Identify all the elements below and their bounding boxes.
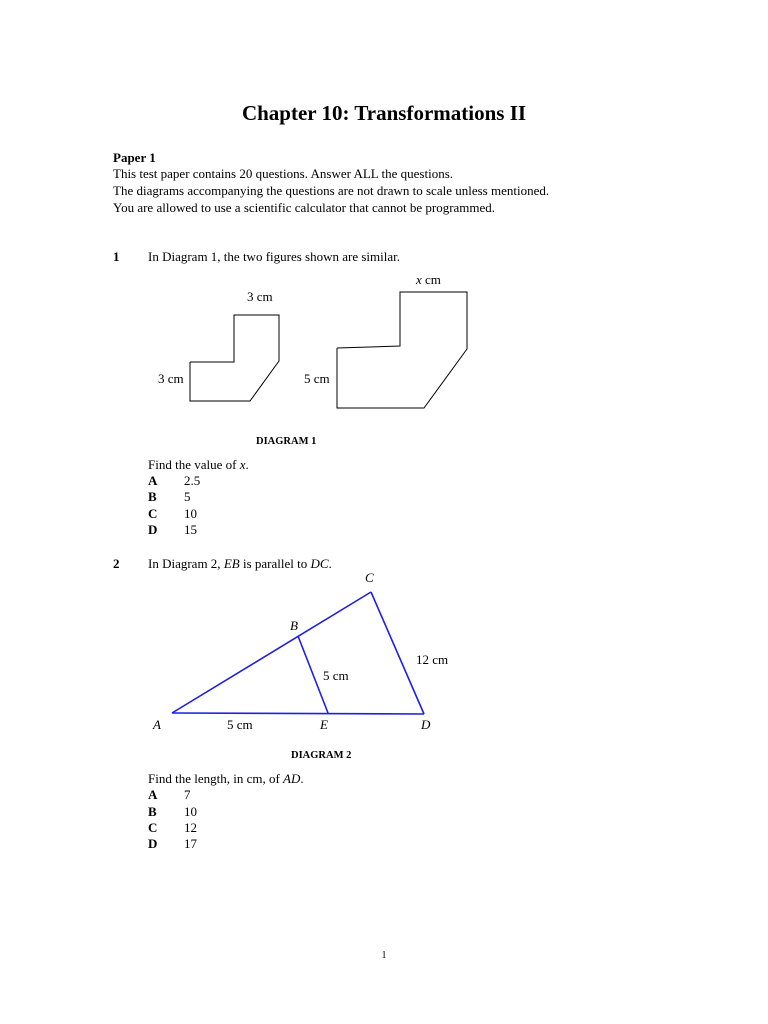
segment-ad xyxy=(172,713,424,714)
label-b: B xyxy=(290,618,298,633)
large-left-label: 5 cm xyxy=(304,371,330,386)
q1-option-d-letter: D xyxy=(148,522,158,537)
q1-option-d-value: 15 xyxy=(184,522,197,537)
label-a: A xyxy=(153,717,161,732)
q1-option-c-letter: C xyxy=(148,506,158,521)
q2-option-b-value: 10 xyxy=(184,804,197,819)
question-1-prompt: Find the value of x. xyxy=(148,457,249,472)
q1-option-b-letter: B xyxy=(148,489,157,504)
label-ae-length: 5 cm xyxy=(227,717,253,732)
q2-option-d-letter: D xyxy=(148,836,158,851)
q2-option-d-value: 17 xyxy=(184,836,197,851)
question-1-number: 1 xyxy=(113,249,120,264)
label-eb-length: 5 cm xyxy=(323,668,349,683)
segment-ac xyxy=(172,592,371,713)
small-left-label: 3 cm xyxy=(158,371,184,386)
diagram-2-caption: DIAGRAM 2 xyxy=(291,750,352,761)
large-top-label: x cm xyxy=(416,272,441,287)
instruction-line-3: You are allowed to use a scientific calculator that cannot be programmed. xyxy=(113,200,496,215)
q2-option-a-letter: A xyxy=(148,787,158,802)
instruction-line-2: The diagrams accompanying the questions are not drawn to scale unless mentioned. xyxy=(113,183,550,198)
q2-option-a-value: 7 xyxy=(184,787,191,802)
q2-option-c-value: 12 xyxy=(184,820,197,835)
q1-option-a-value: 2.5 xyxy=(184,473,201,488)
label-d: D xyxy=(421,717,431,732)
question-2-stem: In Diagram 2, EB is parallel to DC. xyxy=(148,556,332,571)
paper-heading: Paper 1 xyxy=(113,150,156,165)
instruction-line-1: This test paper contains 20 questions. Answer ALL the questions. xyxy=(113,166,453,181)
q1-option-c-value: 10 xyxy=(184,506,197,521)
q1-option-b-value: 5 xyxy=(184,489,191,504)
q2-option-c-letter: C xyxy=(148,820,158,835)
page-title: Chapter 10: Transformations II xyxy=(241,101,527,125)
label-e: E xyxy=(320,717,328,732)
q1-option-a-letter: A xyxy=(148,473,158,488)
question-1-stem: In Diagram 1, the two figures shown are similar. xyxy=(148,249,400,264)
small-top-label: 3 cm xyxy=(247,289,273,304)
question-2-number: 2 xyxy=(113,556,120,571)
question-2-prompt: Find the length, in cm, of AD. xyxy=(148,771,304,786)
page-number: 1 xyxy=(381,950,387,961)
label-c: C xyxy=(365,570,374,585)
label-cd-length: 12 cm xyxy=(416,652,449,667)
diagram-1-caption: DIAGRAM 1 xyxy=(256,436,317,447)
q2-option-b-letter: B xyxy=(148,804,157,819)
